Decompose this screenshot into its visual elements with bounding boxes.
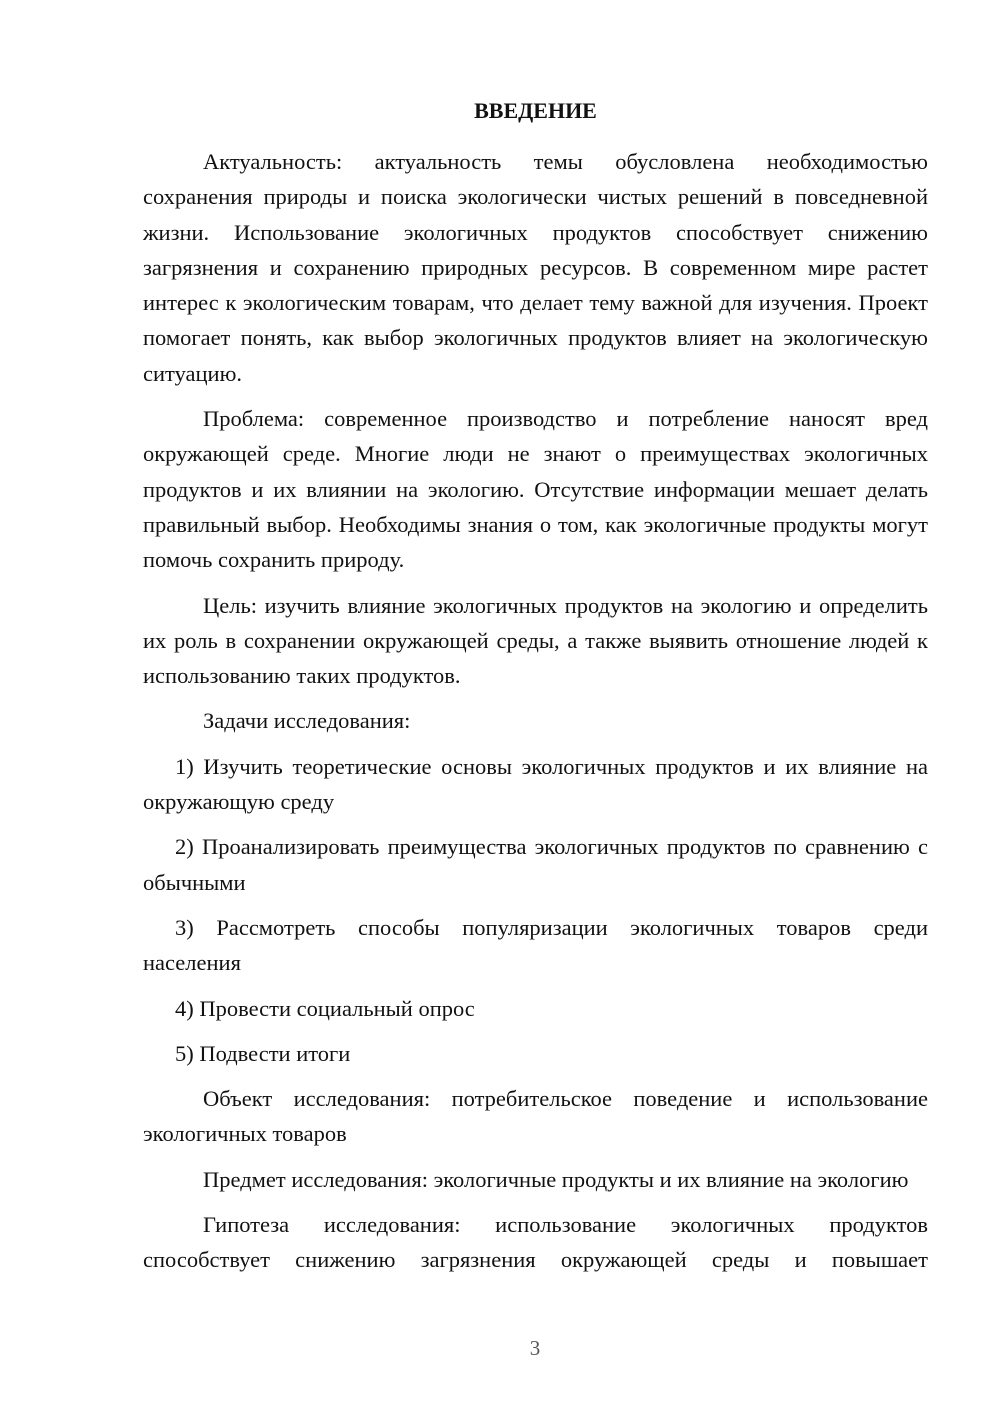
subject-paragraph: Предмет исследования: экологичные продукты и их влияние на экологию [203, 1166, 909, 1192]
page-number: 3 [529, 1336, 541, 1360]
task-item: 5) Подвести итоги [175, 1040, 351, 1066]
task-item: 1) Изучить теоретические основы экологичных продуктов и их влияние на окружающую среду [143, 753, 928, 815]
tasks-intro: Задачи исследования: [203, 708, 411, 734]
task-item: 2) Проанализировать преимущества экологичных продуктов по сравнению с обычными [143, 834, 928, 895]
document-page [143, 96, 928, 1288]
problem-paragraph: Проблема: современное производство и потребление наносят вред окружающей среде. Многие люди не знают о преимуществах экологичных продуктов и их влиянии на экологию. Отсутствие информации мешает делать правильный выбор. Необходимы знания о том, как экологичные продукты могут помочь сохранить природу. [143, 406, 928, 573]
goal-paragraph: Цель: изучить влияние экологичных продуктов на экологию и определить их роль в сохранении окружающей среды, а также выявить отношение людей к использованию таких продуктов. [143, 592, 928, 689]
section-heading: ВВЕДЕНИЕ [474, 98, 597, 123]
relevance-paragraph: Актуальность: актуальность темы обусловлена необходимостью сохранения природы и поиска экологически чистых решений в повседневной жизни. Использование экологичных продуктов способствует снижению загрязнения и сохранению природных ресурсов. В современном мире растет интерес к экологическим товарам, что делает тему важной для изучения. Проект помогает понять, как выбор экологичных продуктов влияет на экологическую ситуацию. [143, 149, 928, 386]
hypothesis-paragraph: Гипотеза исследования: использование экологичных продуктов способствует снижению загрязнения окружающей среды и повышает [143, 1212, 928, 1273]
task-item: 3) Рассмотреть способы популяризации экологичных товаров среди населения [143, 914, 928, 976]
object-paragraph: Объект исследования: потребительское поведение и использование экологичных товаров [143, 1086, 928, 1147]
task-item: 4) Провести социальный опрос [175, 995, 475, 1021]
